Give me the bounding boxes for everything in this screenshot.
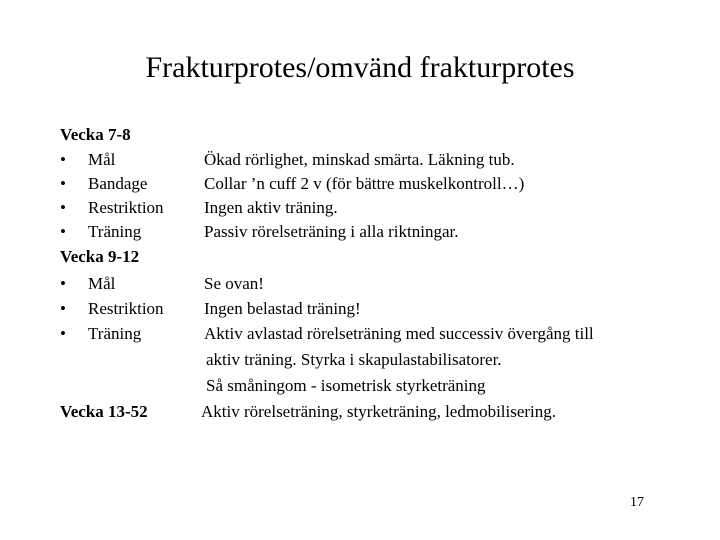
item-value-restriktion: Ingen belastad träning! bbox=[204, 299, 361, 318]
bullet-icon: • bbox=[60, 324, 66, 343]
item-value-continuation: aktiv träning. Styrka i skapulastabilisatorer. bbox=[206, 350, 502, 369]
item-label-mal: Mål bbox=[88, 274, 116, 293]
bullet-icon: • bbox=[60, 274, 66, 293]
bullet-icon: • bbox=[60, 299, 66, 318]
section-heading-vecka-9-12: Vecka 9-12 bbox=[60, 247, 140, 266]
page-number: 17 bbox=[630, 495, 644, 510]
section-heading-vecka-13-52: Vecka 13-52 bbox=[60, 402, 148, 421]
item-label-bandage: Bandage bbox=[88, 174, 148, 193]
bullet-icon: • bbox=[60, 174, 66, 193]
section-heading-vecka-7-8: Vecka 7-8 bbox=[60, 125, 131, 144]
item-label-traning: Träning bbox=[88, 324, 142, 343]
item-value-traning: Aktiv avlastad rörelseträning med successiv övergång till bbox=[204, 324, 594, 343]
item-label-traning: Träning bbox=[88, 222, 142, 241]
item-label-restriktion: Restriktion bbox=[88, 299, 164, 318]
item-label-restriktion: Restriktion bbox=[88, 198, 164, 217]
item-value-bandage: Collar ’n cuff 2 v (för bättre muskelkontroll…) bbox=[204, 174, 525, 193]
slide-title: Frakturprotes/omvänd frakturprotes bbox=[145, 51, 575, 84]
item-value-mal: Se ovan! bbox=[204, 274, 264, 293]
item-value-restriktion: Ingen aktiv träning. bbox=[204, 198, 338, 217]
bullet-icon: • bbox=[60, 198, 66, 217]
item-value-mal: Ökad rörlighet, minskad smärta. Läkning tub. bbox=[204, 150, 515, 169]
bullet-icon: • bbox=[60, 150, 66, 169]
section-value-vecka-13-52: Aktiv rörelseträning, styrketräning, ledmobilisering. bbox=[201, 402, 557, 421]
item-value-traning: Passiv rörelseträning i alla riktningar. bbox=[204, 222, 459, 241]
bullet-icon: • bbox=[60, 222, 66, 241]
item-value-continuation: Så småningom - isometrisk styrketräning bbox=[206, 376, 486, 395]
item-label-mal: Mål bbox=[88, 150, 116, 169]
